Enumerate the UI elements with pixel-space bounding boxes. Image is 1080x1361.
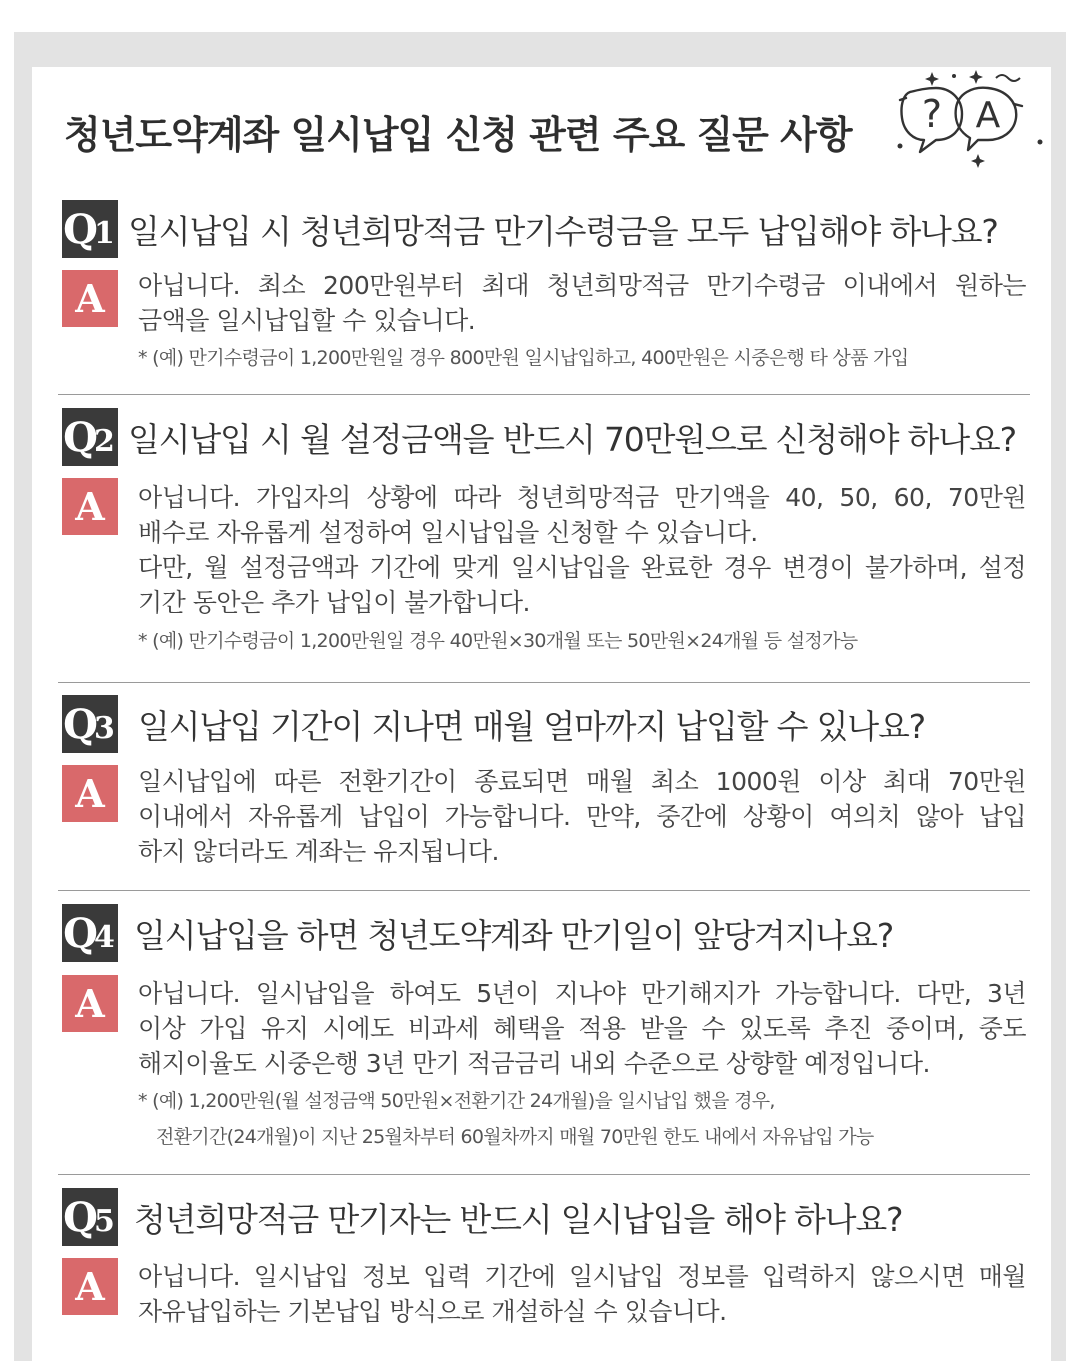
question-answer-bubbles-icon xyxy=(896,70,1046,170)
answer-line: 일시납입에 따른 전환기간이 종료되면 매월 최소 1000원 이상 최대 70만원 xyxy=(138,767,1026,796)
q-badge: Q 2 xyxy=(62,408,118,466)
example-note: * (예) 만기수령금이 1,200만원일 경우 800만원 일시납입하고, 400만원은 시중은행 타 상품 가입 xyxy=(138,347,909,369)
answer-line: 배수로 자유롭게 설정하여 일시납입을 신청할 수 있습니다. xyxy=(138,518,758,547)
question-row xyxy=(62,904,893,962)
q-badge: Q 4 xyxy=(62,904,118,962)
example-note: * (예) 만기수령금이 1,200만원일 경우 40만원×30개월 또는 50만원×24개월 등 설정가능 xyxy=(138,630,858,652)
answer-line: 아닙니다. 일시납입을 하여도 5년이 지나야 만기해지가 가능합니다. 다만, 3년 xyxy=(138,979,1026,1008)
answer-line: 자유납입하는 기본납입 방식으로 개설하실 수 있습니다. xyxy=(138,1297,727,1326)
answer-line: 금액을 일시납입할 수 있습니다. xyxy=(138,306,476,335)
answer-line: 아닙니다. 일시납입 정보 입력 기간에 일시납입 정보를 입력하지 않으시면 매월 xyxy=(138,1262,1026,1291)
q-badge: Q 1 xyxy=(62,200,118,258)
answer-text xyxy=(138,1259,1026,1329)
question-text: 일시납입 기간이 지나면 매월 얼마까지 납입할 수 있나요? xyxy=(138,706,925,746)
answer-line: 해지이율도 시중은행 3년 만기 적금금리 내외 수준으로 상향할 예정입니다. xyxy=(138,1049,930,1078)
divider xyxy=(58,394,1030,395)
a-badge: A xyxy=(62,478,118,535)
question-mark-glyph: ? xyxy=(921,92,943,136)
top-strip xyxy=(14,14,1066,33)
a-badge: A xyxy=(62,765,118,822)
a-badge: A xyxy=(62,270,118,327)
answer-line: 아닙니다. 최소 200만원부터 최대 청년희망적금 만기수령금 이내에서 원하는 xyxy=(138,271,1026,300)
answer-line: 아닙니다. 가입자의 상황에 따라 청년희망적금 만기액을 40, 50, 60, 70만원 xyxy=(138,483,1026,512)
answer-line: 이상 가입 유지 시에도 비과세 혜택을 적용 받을 수 있도록 추진 중이며, 중도 xyxy=(138,1014,1026,1043)
answer-text xyxy=(138,268,1026,338)
a-badge: A xyxy=(62,1258,118,1315)
page-title: 청년도약계좌 일시납입 신청 관련 주요 질문 사항 xyxy=(64,113,852,157)
q-badge: Q 5 xyxy=(62,1188,118,1246)
question-row xyxy=(62,408,1016,466)
divider xyxy=(58,1174,1030,1175)
q-badge: Q 3 xyxy=(62,695,118,753)
question-text: 일시납입 시 청년희망적금 만기수령금을 모두 납입해야 하나요? xyxy=(128,211,998,251)
answer-line: 하지 않더라도 계좌는 유지됩니다. xyxy=(138,837,499,866)
a-badge: A xyxy=(62,975,118,1032)
divider xyxy=(58,682,1030,683)
answer-text xyxy=(138,480,1026,620)
answer-text xyxy=(138,976,1026,1081)
answer-line: 다만, 월 설정금액과 기간에 맞게 일시납입을 완료한 경우 변경이 불가하며, 설정 xyxy=(138,553,1026,582)
question-text: 일시납입 시 월 설정금액을 반드시 70만원으로 신청해야 하나요? xyxy=(128,419,1016,459)
question-row xyxy=(62,695,925,753)
example-note: 전환기간(24개월)이 지난 25월차부터 60월차까지 매월 70만원 한도 내에서 자유납입 가능 xyxy=(156,1126,874,1148)
question-row xyxy=(62,1188,902,1246)
answer-glyph: A xyxy=(975,95,1001,136)
answer-line: 기간 동안은 추가 납입이 불가합니다. xyxy=(138,588,530,617)
answer-text xyxy=(138,764,1026,869)
question-text: 청년희망적금 만기자는 반드시 일시납입을 해야 하나요? xyxy=(134,1199,903,1239)
question-text: 일시납입을 하면 청년도약계좌 만기일이 앞당겨지나요? xyxy=(134,915,894,955)
example-note: * (예) 1,200만원(월 설정금액 50만원×전환기간 24개월)을 일시납입 했을 경우, xyxy=(138,1090,775,1112)
divider xyxy=(58,890,1030,891)
answer-line: 이내에서 자유롭게 납입이 가능합니다. 만약, 중간에 상황이 여의치 않아 납입 xyxy=(138,802,1026,831)
question-row xyxy=(62,200,998,258)
